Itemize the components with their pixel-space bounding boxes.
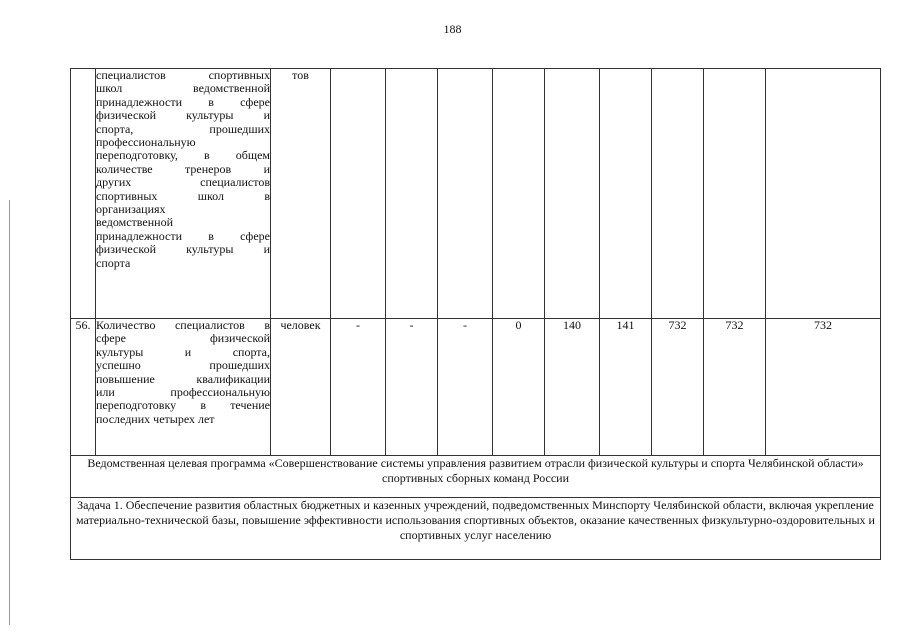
value-cell xyxy=(545,69,600,319)
row-number: 56. xyxy=(71,319,96,456)
value-cell: - xyxy=(331,319,386,456)
value-cell xyxy=(766,69,881,319)
value-cell xyxy=(438,69,493,319)
unit-cell: человек xyxy=(271,319,331,456)
value-cell xyxy=(331,69,386,319)
value-cell: 732 xyxy=(704,319,766,456)
value-cell: 732 xyxy=(766,319,881,456)
value-cell: 0 xyxy=(493,319,545,456)
value-cell: 141 xyxy=(600,319,652,456)
value-cell: 732 xyxy=(652,319,704,456)
value-cell xyxy=(386,69,438,319)
task-text: Задача 1. Обеспечение развития областных бюджетных и казенных учреждений, подведомственных Минспорту Челябинской области, включая укрепление материально-технической базы, повышение эффективности использования спортивных объектов, оказание качественных физкультурно-оздоровительных и спортивных услуг населению xyxy=(71,498,881,560)
value-cell xyxy=(493,69,545,319)
program-title: Ведомственная целевая программа «Совершенствование системы управления развитием отрасли физической культуры и спорта Челябинской области» спортивных сборных команд России xyxy=(71,456,881,498)
unit-cell: тов xyxy=(271,69,331,319)
indicator-description: специалистов спортивных школ ведомственной принадлежности в сфере физической культуры и спорта, прошедших профессиональную переподготовку, в общем количестве тренеров и других специалистов спортивных школ в организациях ведомственной принадлежности в сфере физической культуры и спорта xyxy=(96,69,271,319)
scan-margin-line xyxy=(9,200,10,625)
value-cell xyxy=(652,69,704,319)
row-number xyxy=(71,69,96,319)
value-cell xyxy=(600,69,652,319)
value-cell: 140 xyxy=(545,319,600,456)
indicators-table xyxy=(70,68,881,560)
value-cell: - xyxy=(438,319,493,456)
indicator-description: Количество специалистов в сфере физической культуры и спорта, успешно прошедших повышение квалификации или профессиональную переподготовку в течение последних четырех лет xyxy=(96,319,271,456)
table-row xyxy=(71,319,881,456)
table-row xyxy=(71,69,881,319)
task-row xyxy=(71,498,881,560)
value-cell xyxy=(704,69,766,319)
value-cell: - xyxy=(386,319,438,456)
page-number: 188 xyxy=(443,22,462,36)
program-row xyxy=(71,456,881,498)
